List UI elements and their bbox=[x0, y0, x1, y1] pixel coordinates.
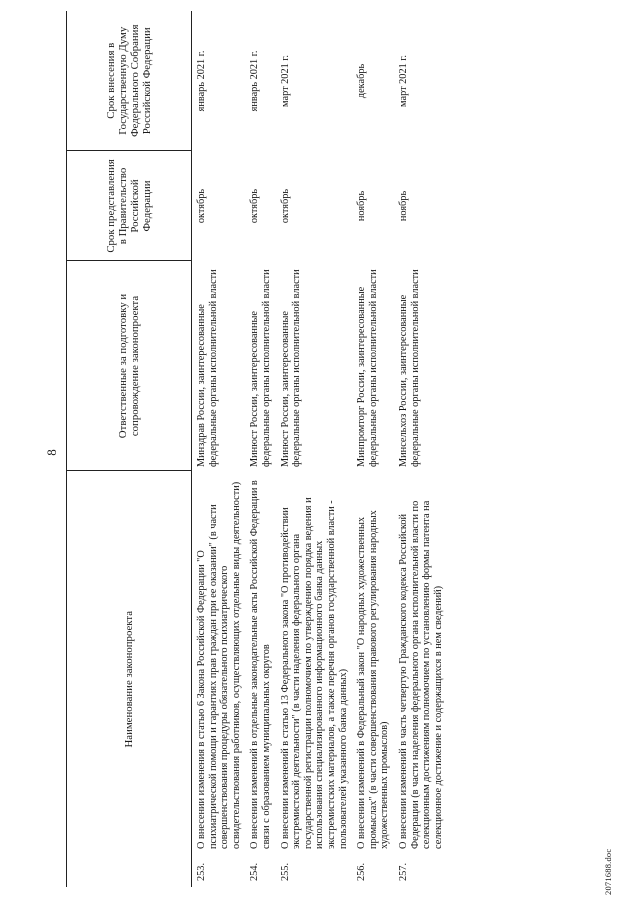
bill-name: О внесении изменений в часть четвертую Гражданского кодекса Российской Федерации (в части наделения федерального органа исполнительной власти по селекционным достижениям полномочием по установлению формы патента на селекционное достижение и содержащихся в нем сведений) bbox=[397, 500, 444, 849]
duma-deadline: март 2021 г. bbox=[279, 55, 291, 107]
footer-document-id: 2071688.doc bbox=[603, 848, 613, 895]
table-row bbox=[352, 11, 394, 887]
table-row bbox=[245, 11, 275, 887]
duma-deadline: март 2021 г. bbox=[397, 55, 409, 107]
table-row bbox=[394, 11, 447, 887]
header-responsible: Ответственные за подготовку и сопровождение законопроекта bbox=[67, 261, 192, 471]
responsible-agencies: Минсельхоз России, заинтересованные федеральные органы исполнительной власти bbox=[397, 269, 421, 467]
row-number: 255. bbox=[279, 862, 291, 881]
government-deadline: октябрь bbox=[279, 188, 291, 224]
header-duma-deadline: Срок внесения в Государственную Думу Федерального Собрания Российской Федерации bbox=[67, 11, 192, 151]
government-deadline: ноябрь bbox=[397, 190, 409, 222]
row-number: 256. bbox=[356, 862, 368, 881]
table-header-row bbox=[67, 11, 192, 887]
header-government-deadline: Срок представления в Правительство Российской Федерации bbox=[67, 151, 192, 261]
responsible-agencies: Минпромторг России, заинтересованные федеральные органы исполнительной власти bbox=[356, 269, 379, 467]
page-number: 8 bbox=[44, 449, 59, 456]
row-number: 257. bbox=[397, 862, 409, 881]
table-row bbox=[276, 11, 353, 887]
table-row bbox=[192, 11, 246, 887]
responsible-agencies: Минюст России, заинтересованные федеральные органы исполнительной власти bbox=[249, 269, 272, 467]
header-name: Наименование законопроекта bbox=[67, 471, 192, 887]
government-deadline: октябрь bbox=[196, 188, 207, 224]
duma-deadline: декабрь bbox=[356, 63, 368, 99]
government-deadline: октябрь bbox=[249, 188, 261, 224]
duma-deadline: январь 2021 г. bbox=[249, 50, 261, 112]
bill-name: О внесении изменений в Федеральный закон "О народных художественных промыслах" (в части совершенствования правового регулирования народных художественных промыслов) bbox=[356, 510, 391, 849]
duma-deadline: январь 2021 г. bbox=[196, 50, 207, 112]
legislation-plan-table bbox=[66, 11, 447, 887]
row-number: 253. bbox=[196, 862, 207, 881]
government-deadline: ноябрь bbox=[356, 190, 368, 222]
row-number: 254. bbox=[249, 862, 261, 881]
bill-name: О внесении изменений в отдельные законодательные акты Российской Федерации в связи с образованием муниципальных округов bbox=[249, 480, 272, 849]
responsible-agencies: Минздрав России, заинтересованные федеральные органы исполнительной власти bbox=[196, 269, 219, 467]
bill-name: О внесении изменения в статью 6 Закона Российской Федерации "О психиатрической помощи и гарантиях прав граждан при ее оказании" (в части совершенствования процедуры обязательного психиатрического освидетельствования работников, осуществляющих отдельные виды деятельности) bbox=[196, 481, 242, 849]
responsible-agencies: Минюст России, заинтересованные федеральные органы исполнительной власти bbox=[279, 269, 303, 467]
bill-name: О внесении изменений в статью 13 Федерального закона "О противодействии экстремистской деятельности" (в части наделения федерального органа государственной регистрации полномочием по утверждению порядка ведения и использования специализированного информационного банка данных экстремистских материалов, а также перечня органов государственной власти - пользователей указанного банка данных) bbox=[279, 497, 349, 849]
